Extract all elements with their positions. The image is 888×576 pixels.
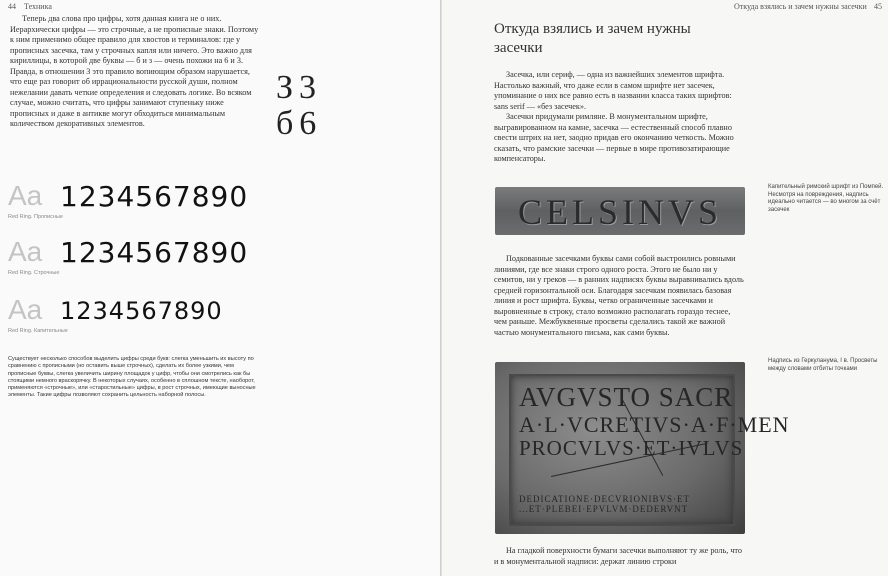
sample-digits: 1234567890 xyxy=(60,180,249,213)
page-number-left: 44 xyxy=(8,2,16,11)
running-head-left: Техника xyxy=(24,2,52,11)
inscription-line: AVGVSTO SACR xyxy=(519,382,734,412)
inscription-text: CELSINVS xyxy=(517,192,723,232)
sample-caption: Red Ring. Строчные xyxy=(8,270,60,276)
sample-caption: Red Ring. Прописные xyxy=(8,214,63,220)
inscription-line: ...ET·PLEBEI·EPVLVM·DEDERVNT xyxy=(519,504,689,514)
sample-aa: Aa xyxy=(8,236,43,267)
inscription-line: A·L·VCRETIVS·A·F·MEN xyxy=(519,412,790,437)
chapter-heading: Откуда взялись и зачем нужны засечки xyxy=(494,21,691,56)
paragraph: На гладкой поверхности бумаги засечки выполняют ту же роль, что и в монументальной надписи: держат линию строки xyxy=(494,546,742,566)
inscription-panel xyxy=(509,374,790,526)
paragraph: Подкованные засечками буквы сами собой выстроились ровными линиями, где все знаки строго одного роста. Этого не было ни у семитов, ни у греков — в ранних надписях буквы выравнивались вдоль средней горизонтальной оси. Благодаря засечкам появилась базовая линия и рост шрифта. Буквы, четко ограниченные засечками и выровненные в строку, стало возможно располагать гораздо теснее, чем раньше. Межбуквенные просветы сделались такой же важной частью монументального письма, как сами буквы. xyxy=(494,254,744,337)
celsinus-inscription-photo xyxy=(495,187,745,235)
inscription-line: DEDICATIONE·DECVRIONIBVS·ET xyxy=(519,494,690,504)
photo-caption: Капительный римский шрифт из Помпей. Несмотря на повреждения, надпись идеально читается — во многом за счёт засечек xyxy=(768,184,884,213)
body-paragraph-baseline xyxy=(494,254,744,338)
body-paragraph-paper xyxy=(494,546,744,567)
paragraph: Засечка, или сериф, — одна из важнейших элементов шрифта. Настолько важный, что даже если в самом шрифте нет засечек, упоминание о них все равно есть в названии класса таких шрифтов: sans serif — «без засечек». xyxy=(494,70,732,111)
large-digit-comparison xyxy=(276,70,322,142)
left-page xyxy=(0,0,440,576)
sample-aa: Aa xyxy=(8,294,43,325)
paragraph: Теперь два слова про цифры, хотя данная книга не о них. Иерархически цифры — это строчные, а не прописные знаки. Поэтому к ним применимо общее правило для хвостов и терминалов: где у прописных засечка, там у строчных капля или ничего. Это важно для кириллицы, в которой две буквы — б и з — очень похожи на 6 и 3. Правда, в отношении 3 это правило вопиющим образом нарушается, что еще раз говорит об иррациональности русской души, полном нежелании давать четкие определения и следовать логике. Во всяком случае, можно считать, что цифры занимают ступеньку ниже прописных и даже в антикве могут обходиться минимальным количеством декоративных элементов. xyxy=(10,14,259,128)
paragraph: Засечки придумали римляне. В монументальном шрифте, выгравированном на камне, засечка — естественный способ плавно свести штрих на нет, заодно придав его окончанию четкость. Можно сказать, что рамские засечки — первые в мире противозатирающие компенсаторы. xyxy=(494,112,734,163)
digit-pair-3: З3 xyxy=(276,69,323,106)
digit-pair-6: б6 xyxy=(276,105,323,142)
page-number-right: 45 xyxy=(874,2,882,11)
sans-paragraph: Существует несколько способов выделить цифры среди букв: слегка уменьшить их высоту по сравнению с прописными (но оставить выше строчных), сделать их более узкими, чем прописные буквы, слегка увеличить ширину площадок у цифр, чтобы они смотрелись как бы стоящими немного враскорячку. В некоторых случаях, особенно в сплошном тексте, наоборот, применяются «строчные», или «старостильные» цифры, в рост строчных, имеющие выносные элементы. Такие цифры позволяют сохранить цельность наборной полосы. xyxy=(8,356,256,399)
body-paragraph-digits xyxy=(10,14,262,130)
photo-caption: Надпись из Геркуланума, I в. Просветы между словами отбиты точками xyxy=(768,358,878,372)
sample-digits: 1234567890 xyxy=(60,236,249,269)
body-paragraphs-serifs xyxy=(494,70,744,165)
sample-digits: 1234567890 xyxy=(60,297,223,325)
right-page xyxy=(442,0,888,576)
inscription-line: PROCVLVS·ET·IVLVS xyxy=(519,436,744,460)
sample-caption: Red Ring. Капительные xyxy=(8,328,68,334)
sample-aa: Aa xyxy=(8,180,43,211)
running-head-right: Откуда взялись и зачем нужны засечки xyxy=(734,2,867,11)
herculaneum-inscription-photo xyxy=(495,362,790,534)
